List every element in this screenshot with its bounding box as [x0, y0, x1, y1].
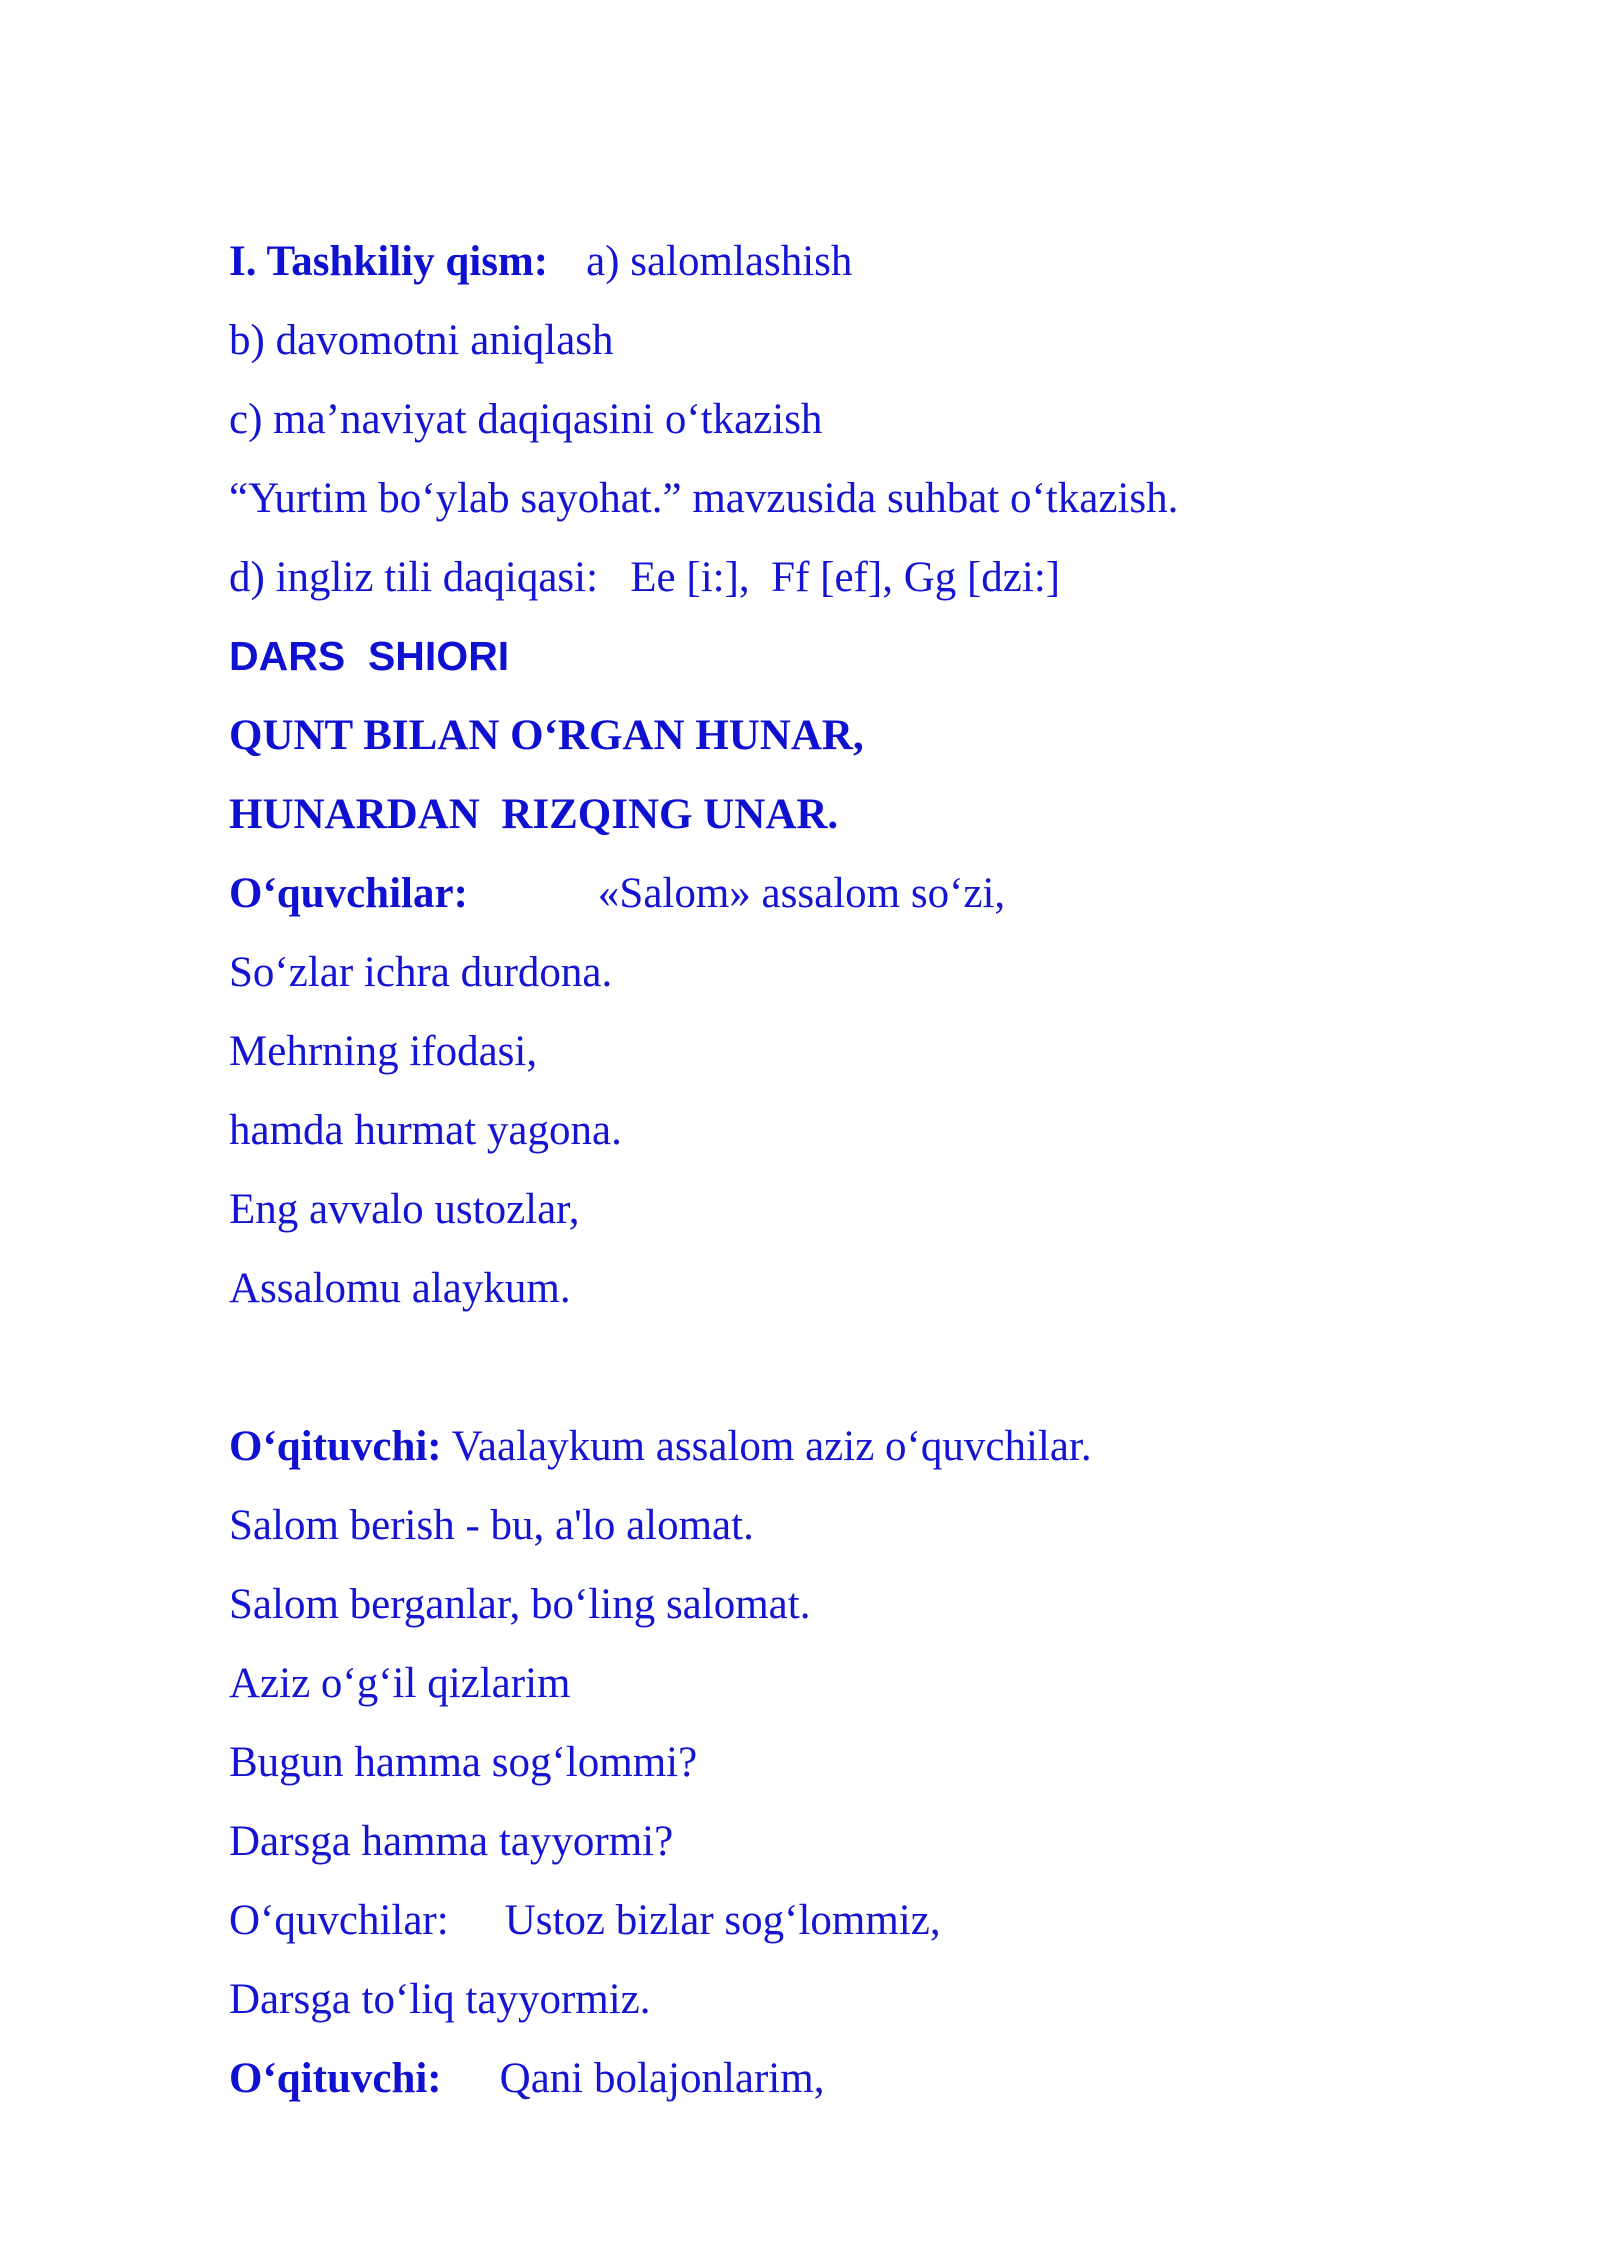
item-d: d) ingliz tili daqiqasi: Ee [i:], Ff [ef], Gg [dzi:]: [229, 554, 1061, 601]
topic-line: “Yurtim bo‘ylab sayohat.” mavzusida suhbat o‘tkazish.: [229, 475, 1179, 522]
speaker-label: O‘quvchilar:: [229, 1897, 449, 1944]
section-title: I. Tashkiliy qism:: [229, 238, 549, 285]
poem1-line: Eng avvalo ustozlar,: [229, 1186, 580, 1233]
speaker-label: O‘qituvchi:: [229, 1423, 442, 1470]
teacher1-first-line: [229, 1407, 1409, 1486]
teacher1-line: Salom berish - bu, a'lo alomat.: [229, 1502, 754, 1549]
poem1-first-line: [229, 854, 1409, 933]
poem1-line: Mehrning ifodasi,: [229, 1028, 538, 1075]
students2-line: Darsga to‘liq tayyormiz.: [229, 1976, 651, 2023]
speaker-label: O‘quvchilar:: [229, 870, 468, 917]
teacher2-first-line: [229, 2039, 1409, 2118]
teacher1-line: Aziz o‘g‘il qizlarim: [229, 1660, 571, 1707]
students2-line-0: Ustoz bizlar sog‘lommiz,: [504, 1897, 941, 1944]
teacher1-line-0: Vaalaykum assalom aziz o‘quvchilar.: [441, 1423, 1092, 1470]
document-body: [229, 222, 1409, 2118]
students2-first-line: [229, 1881, 1409, 1960]
item-c: c) ma’naviyat daqiqasini o‘tkazish: [229, 396, 823, 443]
item-b: b) davomotni aniqlash: [229, 317, 614, 364]
speaker-label: O‘qituvchi:: [229, 2055, 442, 2102]
poem1-line: hamda hurmat yagona.: [229, 1107, 622, 1154]
item-a: a) salomlashish: [586, 238, 853, 285]
motto-heading: DARS SHIORI: [229, 633, 510, 679]
poem1-line: Assalomu alaykum.: [229, 1265, 571, 1312]
poem1-line-0: «Salom» assalom so‘zi,: [597, 870, 1006, 917]
motto-line-2: HUNARDAN RIZQING UNAR.: [229, 791, 839, 838]
section-title-line: [229, 222, 1409, 301]
teacher2-line-0: Qani bolajonlarim,: [499, 2055, 825, 2102]
motto-line-1: QUNT BILAN O‘RGAN HUNAR,: [229, 712, 864, 759]
teacher1-line: Bugun hamma sog‘lommi?: [229, 1739, 698, 1786]
teacher1-line: Salom berganlar, bo‘ling salomat.: [229, 1581, 811, 1628]
blank-line: [229, 1328, 1409, 1407]
poem1-line: So‘zlar ichra durdona.: [229, 949, 613, 996]
teacher1-line: Darsga hamma tayyormi?: [229, 1818, 674, 1865]
